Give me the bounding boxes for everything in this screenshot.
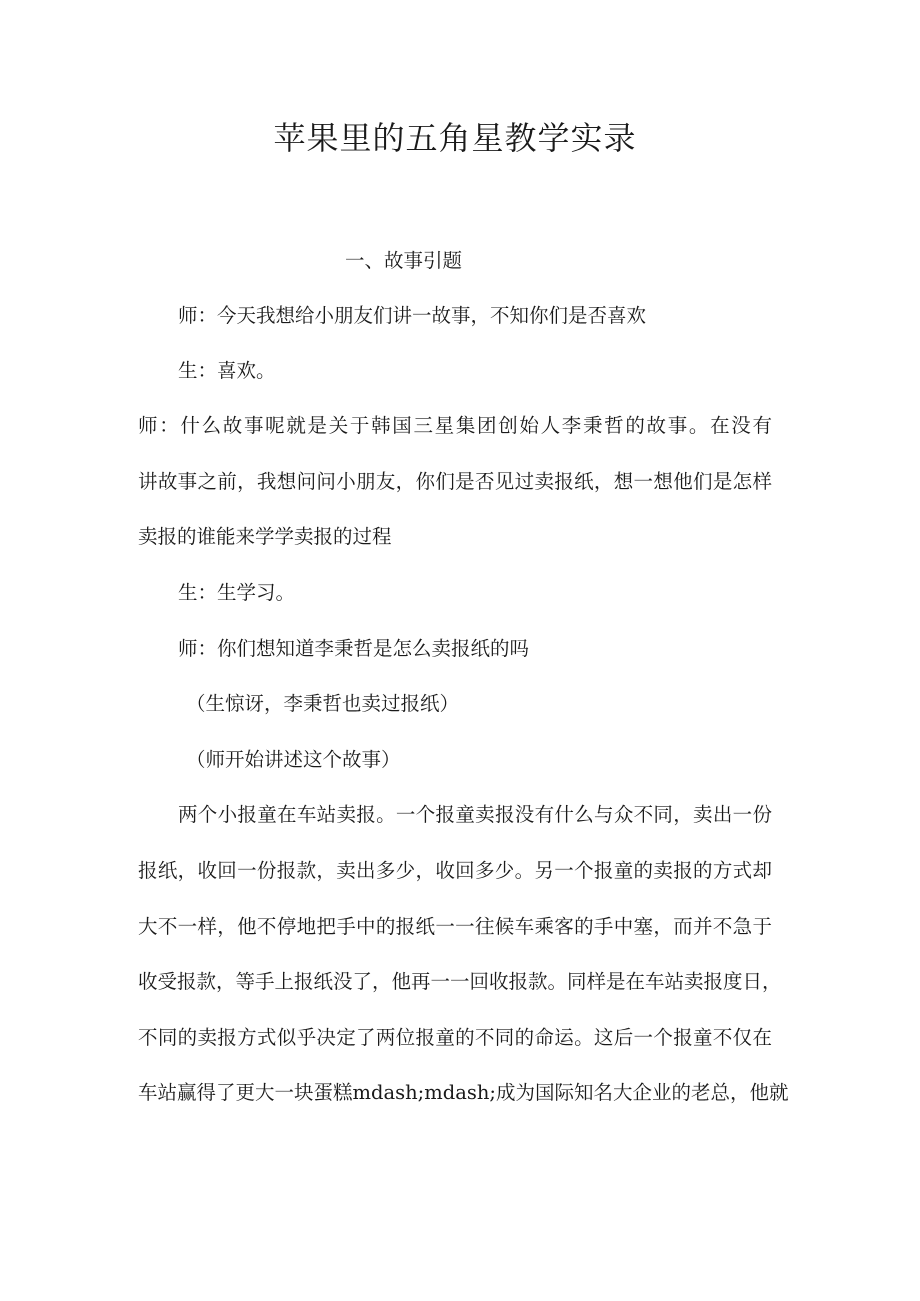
paragraph-line: 师：什么故事呢就是关于韩国三星集团创始人李秉哲的故事。在没有 (138, 414, 772, 437)
paragraph-line: 讲故事之前，我想问问小朋友，你们是否见过卖报纸，想一想他们是怎样 (138, 470, 772, 493)
document-title: 苹果里的五角星教学实录 (273, 119, 637, 157)
paragraph-line: 车站赢得了更大一块蛋糕mdash;mdash;成为国际知名大企业的老总，他就 (138, 1081, 789, 1104)
paragraph-line: 大不一样，他不停地把手中的报纸一一往候车乘客的手中塞，而并不急于 (138, 915, 772, 938)
paragraph-line: 不同的卖报方式似乎决定了两位报童的不同的命运。这后一个报童不仅在 (138, 1026, 772, 1049)
paragraph-line: 报纸，收回一份报款，卖出多少，收回多少。另一个报童的卖报的方式却 (138, 859, 772, 882)
paragraph-line: 师：今天我想给小朋友们讲一故事，不知你们是否喜欢 (178, 304, 647, 327)
paragraph-line: 两个小报童在车站卖报。一个报童卖报没有什么与众不同，卖出一份 (178, 803, 772, 826)
paragraph-line: 收受报款，等手上报纸没了，他再一一回收报款。同样是在车站卖报度日， (138, 970, 782, 993)
paragraph-line: 卖报的谁能来学学卖报的过程 (138, 525, 392, 548)
paragraph-line: 生：喜欢。 (178, 359, 276, 382)
stage-direction: （师开始讲述这个故事） (186, 748, 401, 771)
section-heading: 一、故事引题 (345, 249, 463, 272)
stage-direction: （生惊讶，李秉哲也卖过报纸） (186, 692, 460, 715)
paragraph-line: 生：生学习。 (178, 581, 296, 604)
paragraph-line: 师：你们想知道李秉哲是怎么卖报纸的吗 (178, 637, 530, 660)
